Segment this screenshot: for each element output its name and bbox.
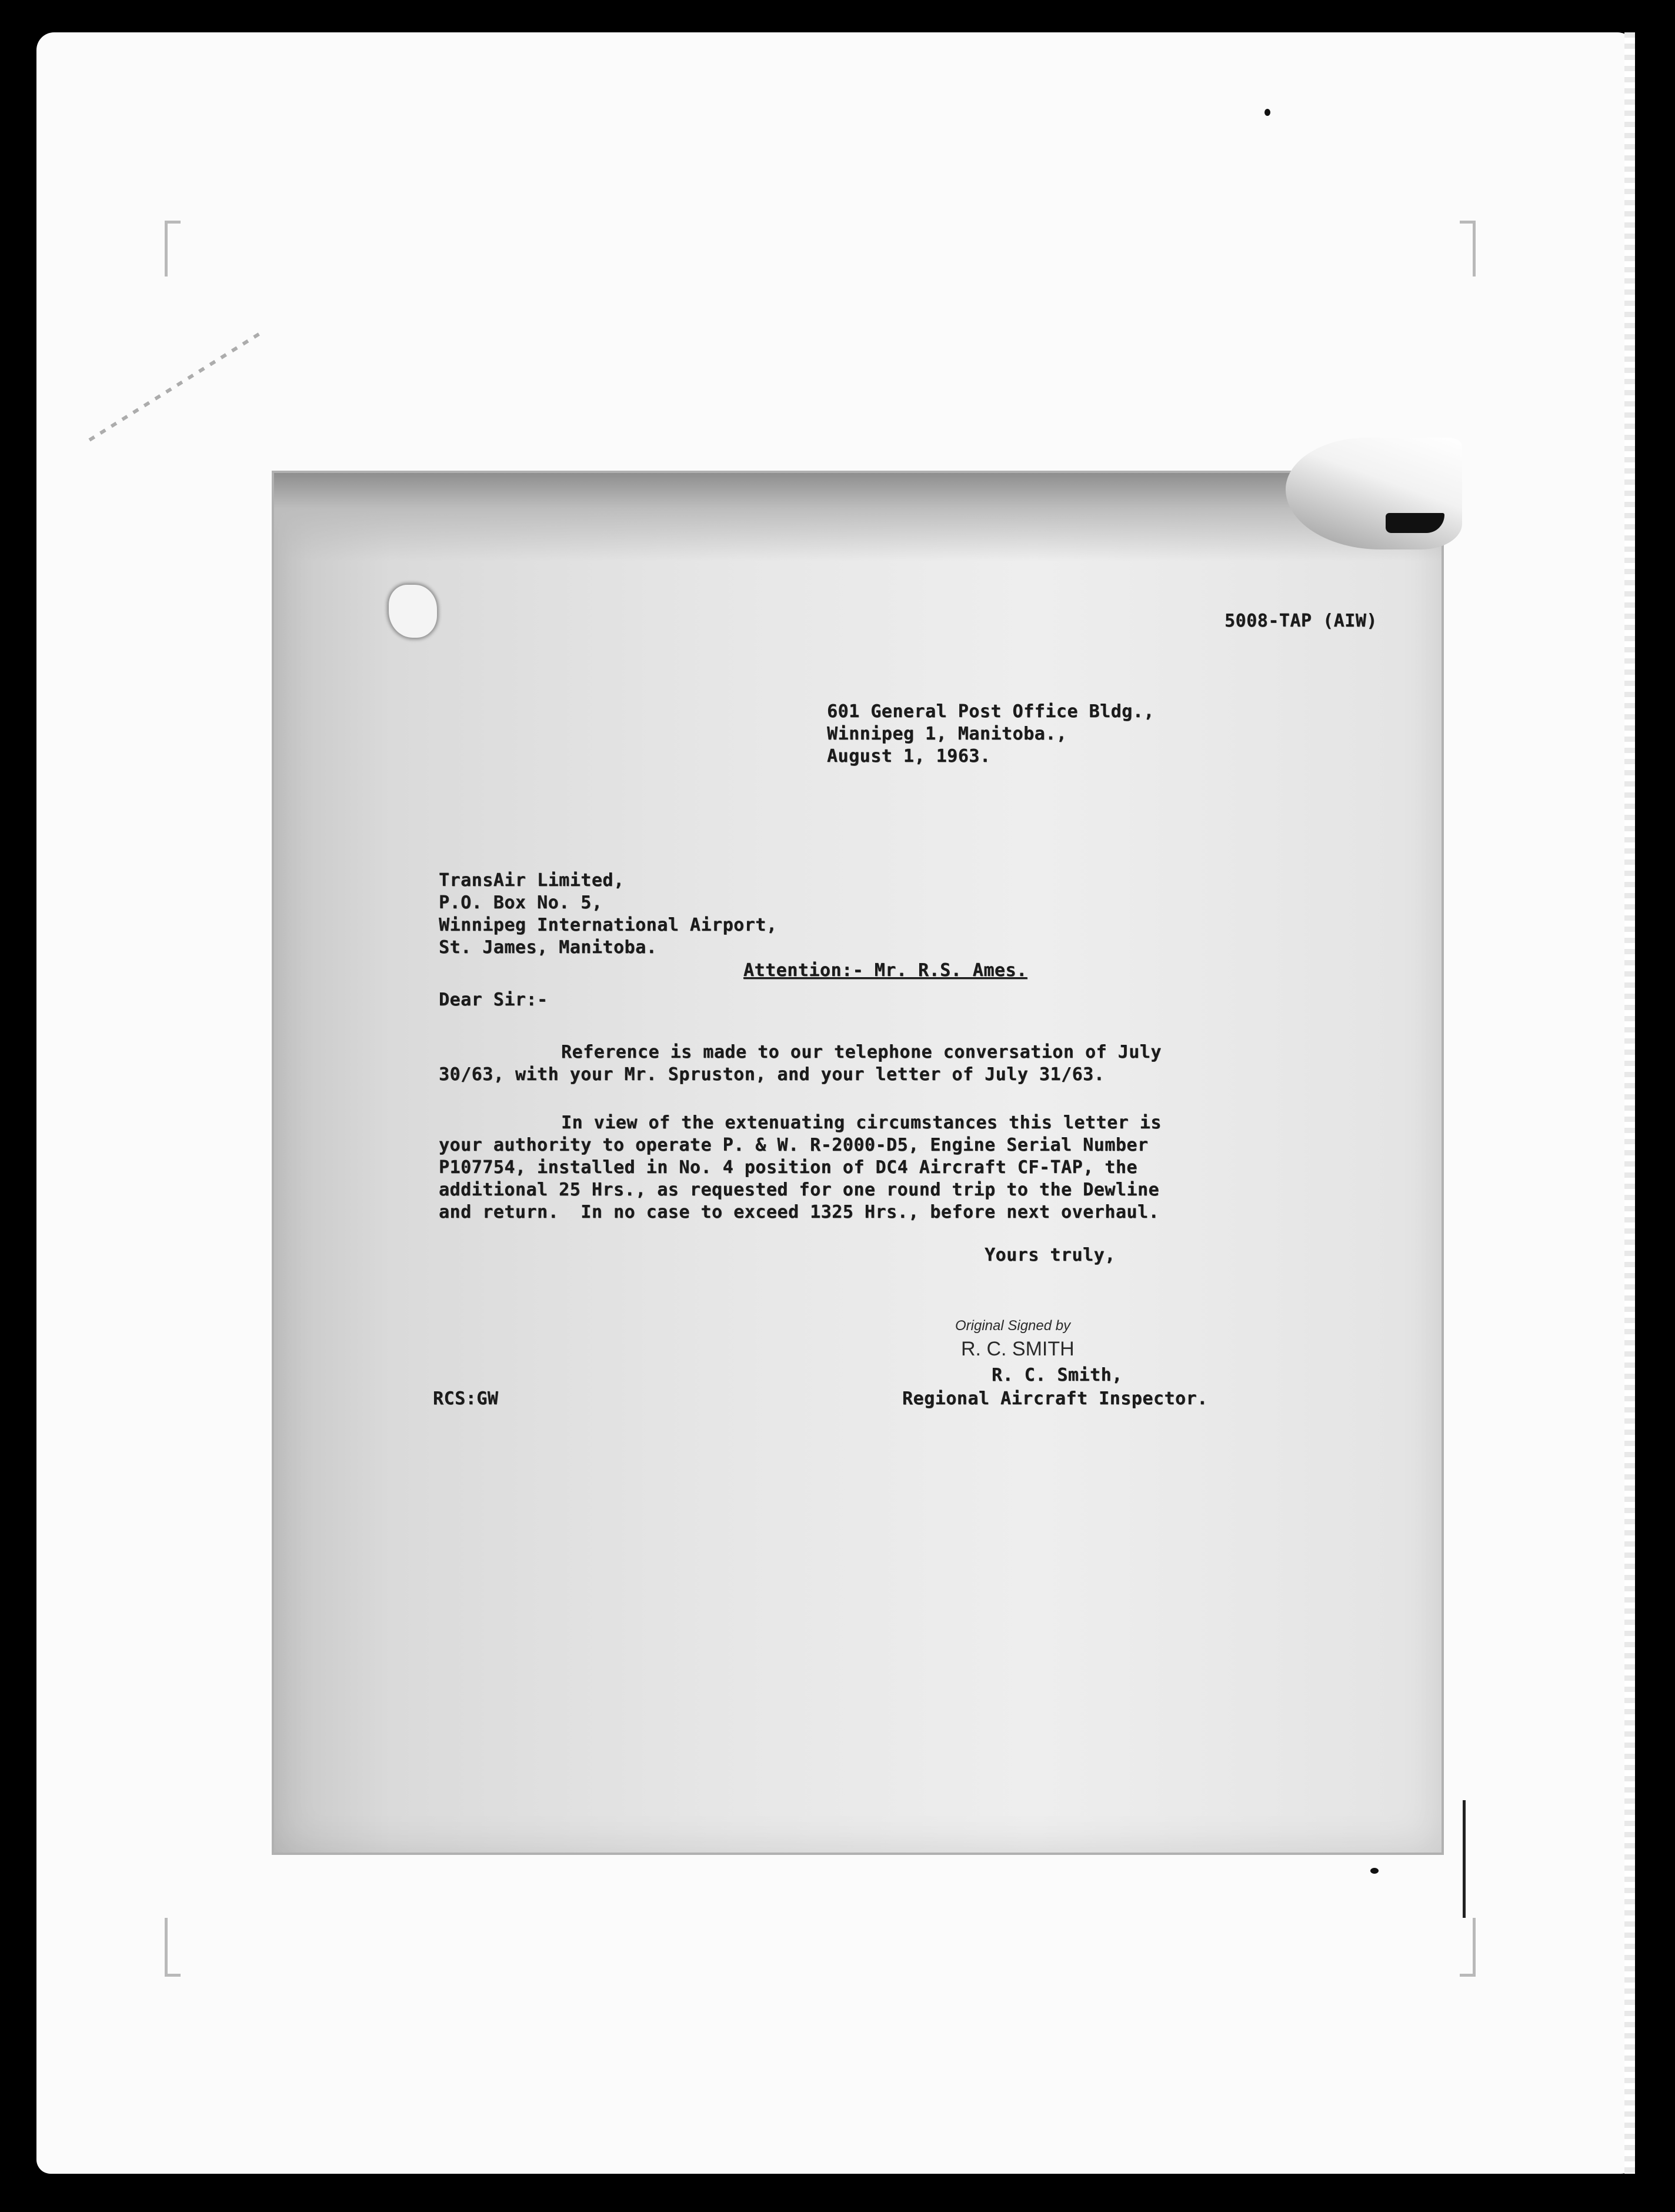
film-line-mark [1463,1800,1466,1918]
signature-stamp-name: R. C. SMITH [961,1338,1075,1360]
dust-speck [1264,109,1270,116]
film-scratch [88,332,260,441]
sheet-top-shadow [274,473,1442,561]
crop-mark-top-left [165,221,181,276]
file-reference: 5008-TAP (AIW) [1224,611,1377,631]
paragraph-2-line-4: additional 25 Hrs., as requested for one round trip to the Dewline [439,1180,1160,1200]
paragraph-2-line-1: In view of the extenuating circumstances this letter is [561,1112,1162,1133]
paragraph-1-line-2: 30/63, with your Mr. Spruston, and your letter of July 31/63. [439,1064,1105,1085]
sender-address-line-2: Winnipeg 1, Manitoba., [827,724,1067,744]
torn-corner [1386,513,1444,533]
crop-mark-bottom-right [1460,1918,1476,1977]
dust-speck [1370,1868,1379,1874]
salutation: Dear Sir:- [439,990,548,1010]
reference-initials: RCS:GW [433,1388,499,1409]
recipient-line-3: Winnipeg International Airport, [439,915,778,935]
original-signed-stamp: Original Signed by [955,1318,1071,1334]
frame-perforated-edge [1624,32,1635,2174]
letter-date: August 1, 1963. [827,746,991,767]
crop-mark-top-right [1460,221,1476,276]
attention-line: Attention:- Mr. R.S. Ames. [743,960,1027,981]
signer-name: R. C. Smith, [992,1365,1123,1385]
crop-mark-bottom-left [165,1918,181,1977]
paragraph-2-line-5: and return. In no case to exceed 1325 Hrs., before next overhaul. [439,1202,1160,1222]
letter-sheet [272,471,1444,1855]
recipient-line-1: TransAir Limited, [439,870,625,891]
recipient-line-2: P.O. Box No. 5, [439,892,603,913]
recipient-line-4: St. James, Manitoba. [439,937,658,958]
film-frame [36,32,1635,2174]
paragraph-1-line-1: Reference is made to our telephone conversation of July [561,1042,1162,1062]
paragraph-2-line-2: your authority to operate P. & W. R-2000-D5, Engine Serial Number [439,1135,1149,1155]
sender-address-line-1: 601 General Post Office Bldg., [827,701,1155,722]
paragraph-2-line-3: P107754, installed in No. 4 position of DC4 Aircraft CF-TAP, the [439,1157,1137,1178]
closing: Yours truly, [985,1245,1116,1265]
punch-hole [389,585,437,638]
signer-title: Regional Aircraft Inspector. [902,1388,1208,1409]
